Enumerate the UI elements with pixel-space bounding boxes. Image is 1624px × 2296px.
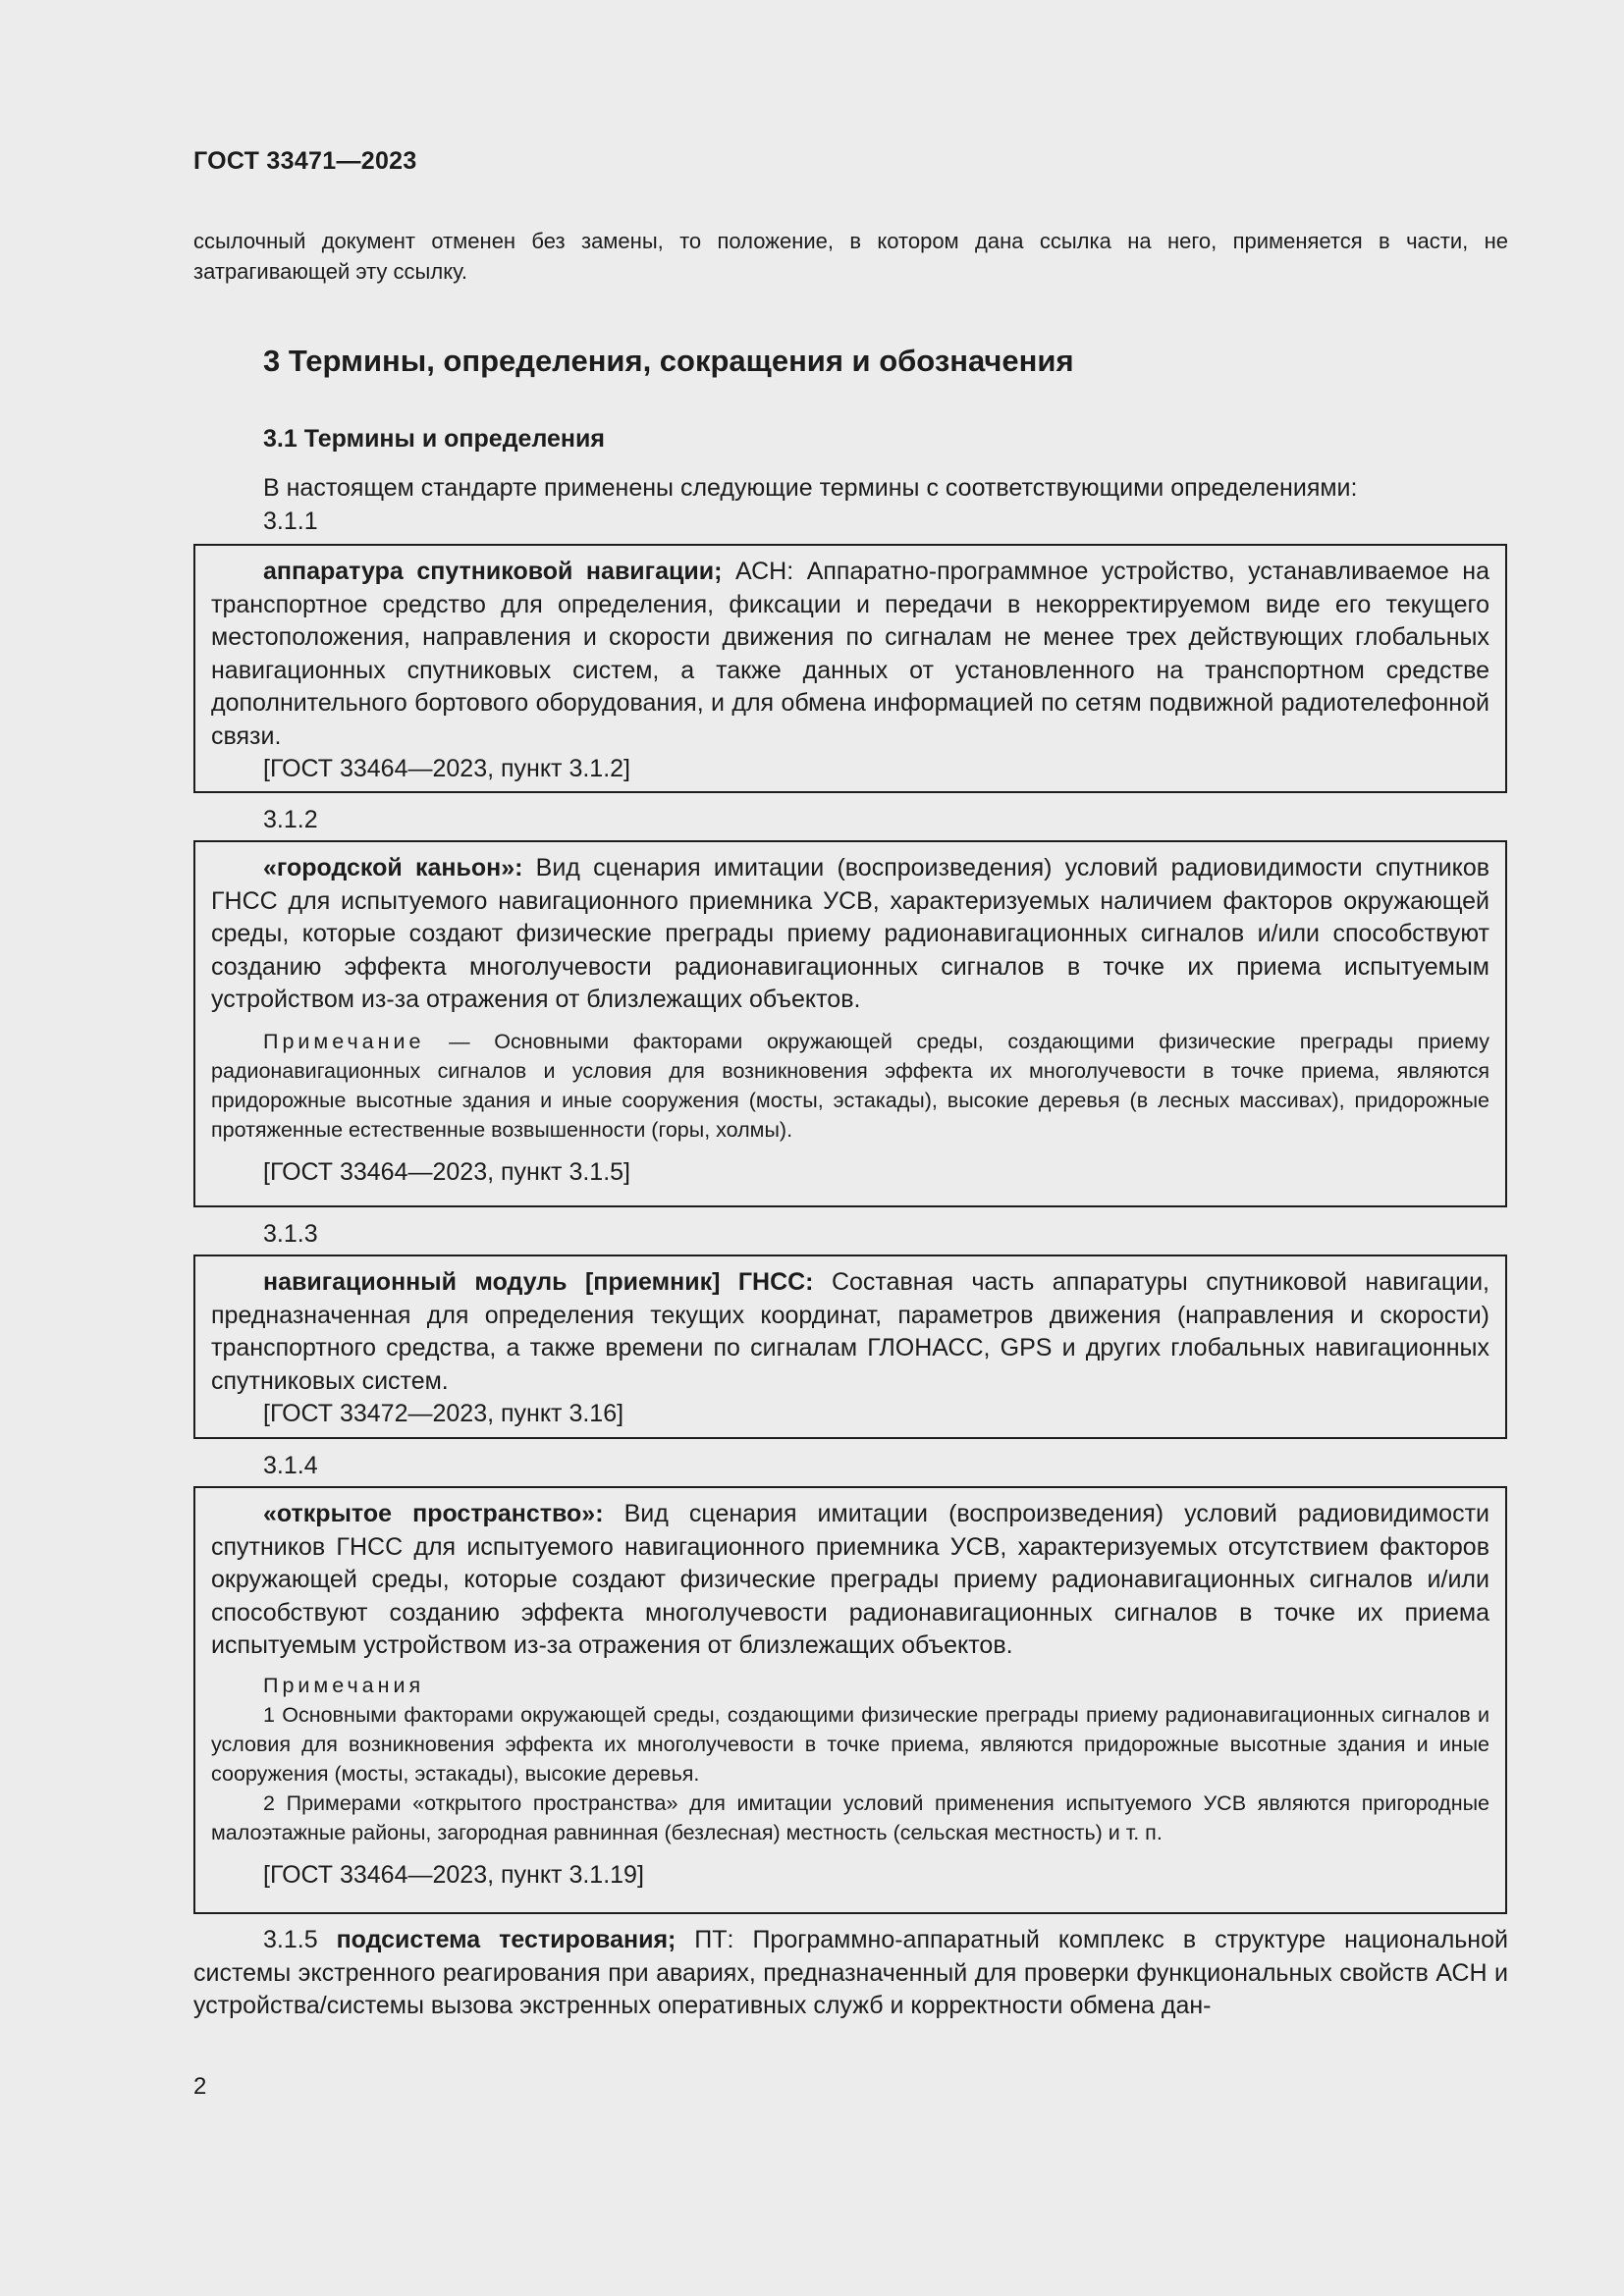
document-code-header: ГОСТ 33471—2023 [193,147,417,175]
term-name: навигационный модуль [приемник] ГНСС: [263,1268,814,1296]
term-number: 3.1.2 [263,806,318,833]
term-definition-box [193,544,1507,793]
term-definition-box [193,1486,1507,1914]
definition-text [211,852,1489,1017]
note-dash: — [424,1029,495,1053]
note-label: Примечание [263,1029,425,1053]
term-name: «открытое пространство»: [263,1500,604,1527]
lead-sentence: В настоящем стандарте применены следующие термины с соответствующими определениями: [263,474,1358,502]
definition-note-1: 1 Основными факторами окружающей среды, создающими физические преграды приему радионавигационных сигналов и условия для возникновения эффекта их многолучевости в точке приема, являются придорожные высотные здания и иные сооружения (мосты, эстакады), высокие деревья. [211,1702,1489,1786]
definition-body: Составная часть аппаратуры спутниковой навигации, предназначенная для определения текущих координат, параметров движения (направления и скорости) транспортного средства, а также времени по сигналам ГЛОНАСС, GPS и других глобальных навигационных спутниковых систем. [211,1268,1490,1395]
term-number: 3.1.1 [263,507,318,535]
definition-body: ПТ: Программно-аппаратный комплекс в структуре национальной системы экстренного реагирования при авариях, предназначенный для проверки функциональных свойств АСН и устройства/системы вызова экстренных оперативных служб и корректности обмена дан- [193,1926,1508,2019]
page-number: 2 [193,2073,207,2100]
term-number: 3.1.5 [263,1926,318,1953]
notes-label: Примечания [263,1673,425,1697]
note-text: Основными факторами окружающей среды, создающими физические преграды приему радионавигационных сигналов и условия для возникновения эффекта их многолучевости в точке приема, являются придорожные высотные здания и иные сооружения (мосты, эстакады), высокие деревья (в лесных массивах), придорожные протяженные естественные возвышенности (горы, холмы). [211,1029,1489,1142]
term-name: аппаратура спутниковой навигации; [263,558,723,585]
intro-paragraph: ссылочный документ отменен без замены, то положение, в котором дана ссылка на него, применяется в части, не затрагивающей эту ссылку. [193,229,1508,284]
definition-source: [ГОСТ 33464—2023, пункт 3.1.2] [263,755,630,782]
definition-text [211,556,1489,753]
definition-text [211,1498,1489,1663]
definition-source: [ГОСТ 33472—2023, пункт 3.16] [263,1400,624,1427]
definition-source: [ГОСТ 33464—2023, пункт 3.1.19] [263,1860,644,1889]
term-definition-box [193,1255,1507,1439]
term-definition-box [193,840,1507,1207]
definition-note [211,1027,1489,1145]
definition-source: [ГОСТ 33464—2023, пункт 3.1.5] [263,1157,630,1186]
section-title: 3 Термины, определения, сокращения и обозначения [263,344,1074,378]
subsection-title: 3.1 Термины и определения [263,425,605,453]
definition-body: Вид сценария имитации (воспроизведения) условий радиовидимости спутников ГНСС для испытуемого навигационного приемника УСВ, характеризуемых наличием факторов окружающей среды, которые создают физические преграды приему радионавигационных сигналов и/или способствуют созданию эффекта многолучевости радионавигационных сигналов в точке их приема испытуемым устройством из-за отражения от близлежащих объектов. [211,854,1490,1013]
term-number: 3.1.3 [263,1220,318,1248]
term-paragraph-3-1-5 [193,1924,1508,2023]
definition-note-2: 2 Примерами «открытого пространства» для имитации условий применения испытуемого УСВ являются пригородные малоэтажные районы, загородная равнинная (безлесная) местность (сельская местность) и т. п. [211,1790,1489,1844]
term-name: подсистема тестирования; [336,1926,677,1953]
term-name: «городской каньон»: [263,854,523,881]
definition-body: АСН: Аппаратно-программное устройство, устанавливаемое на транспортное средство для определения, фиксации и передачи в некорректируемом виде его текущего местоположения, направления и скорости движения по сигналам не менее трех действующих глобальных навигационных спутниковых систем, а также данных от установленного на транспортном средстве дополнительного бортового оборудования, и для обмена информацией по сетям подвижной радиотелефонной связи. [211,558,1489,750]
term-number: 3.1.4 [263,1452,318,1479]
definition-body: Вид сценария имитации (воспроизведения) условий радиовидимости спутников ГНСС для испытуемого навигационного приемника УСВ, характеризуемых отсутствием факторов окружающей среды, которые создают физические преграды приему радионавигационных сигналов и/или способствуют созданию эффекта многолучевости радионавигационных сигналов в точке их приема испытуемым устройством из-за отражения от близлежащих объектов. [211,1500,1489,1659]
definition-text [211,1266,1489,1398]
